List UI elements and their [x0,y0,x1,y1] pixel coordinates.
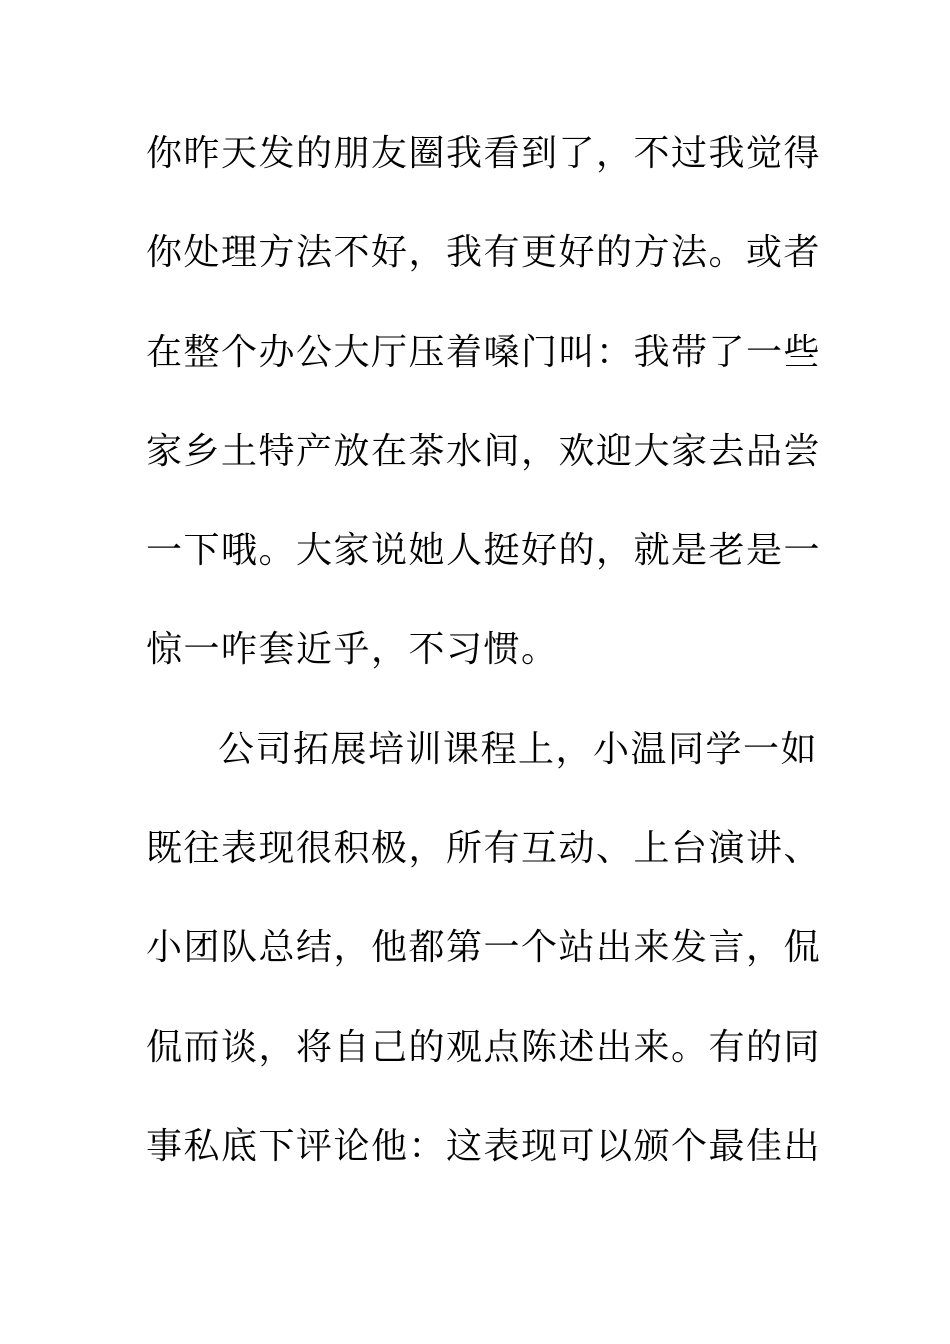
text-line: 既往表现很积极，所有互动、上台演讲、 [146,828,822,870]
text-line: 侃而谈，将自己的观点陈述出来。有的同 [146,1026,822,1068]
text-line: 在整个办公大厅压着嗓门叫：我带了一些 [146,331,822,373]
text-line: 事私底下评论他：这表现可以颁个最佳出 [146,1125,822,1167]
paragraph-start-line: 公司拓展培训课程上，小温同学一如 [218,728,819,770]
text-line: 家乡土特产放在茶水间，欢迎大家去品尝 [146,430,822,472]
text-line: 一下哦。大家说她人挺好的，就是老是一 [146,530,822,572]
text-line: 小团队总结，他都第一个站出来发言，侃 [146,927,822,969]
text-line: 你昨天发的朋友圈我看到了，不过我觉得 [146,133,822,174]
text-line: 你处理方法不好，我有更好的方法。或者 [146,232,822,274]
body-text [146,126,822,1218]
text-line: 惊一咋套近乎，不习惯。 [146,629,559,671]
